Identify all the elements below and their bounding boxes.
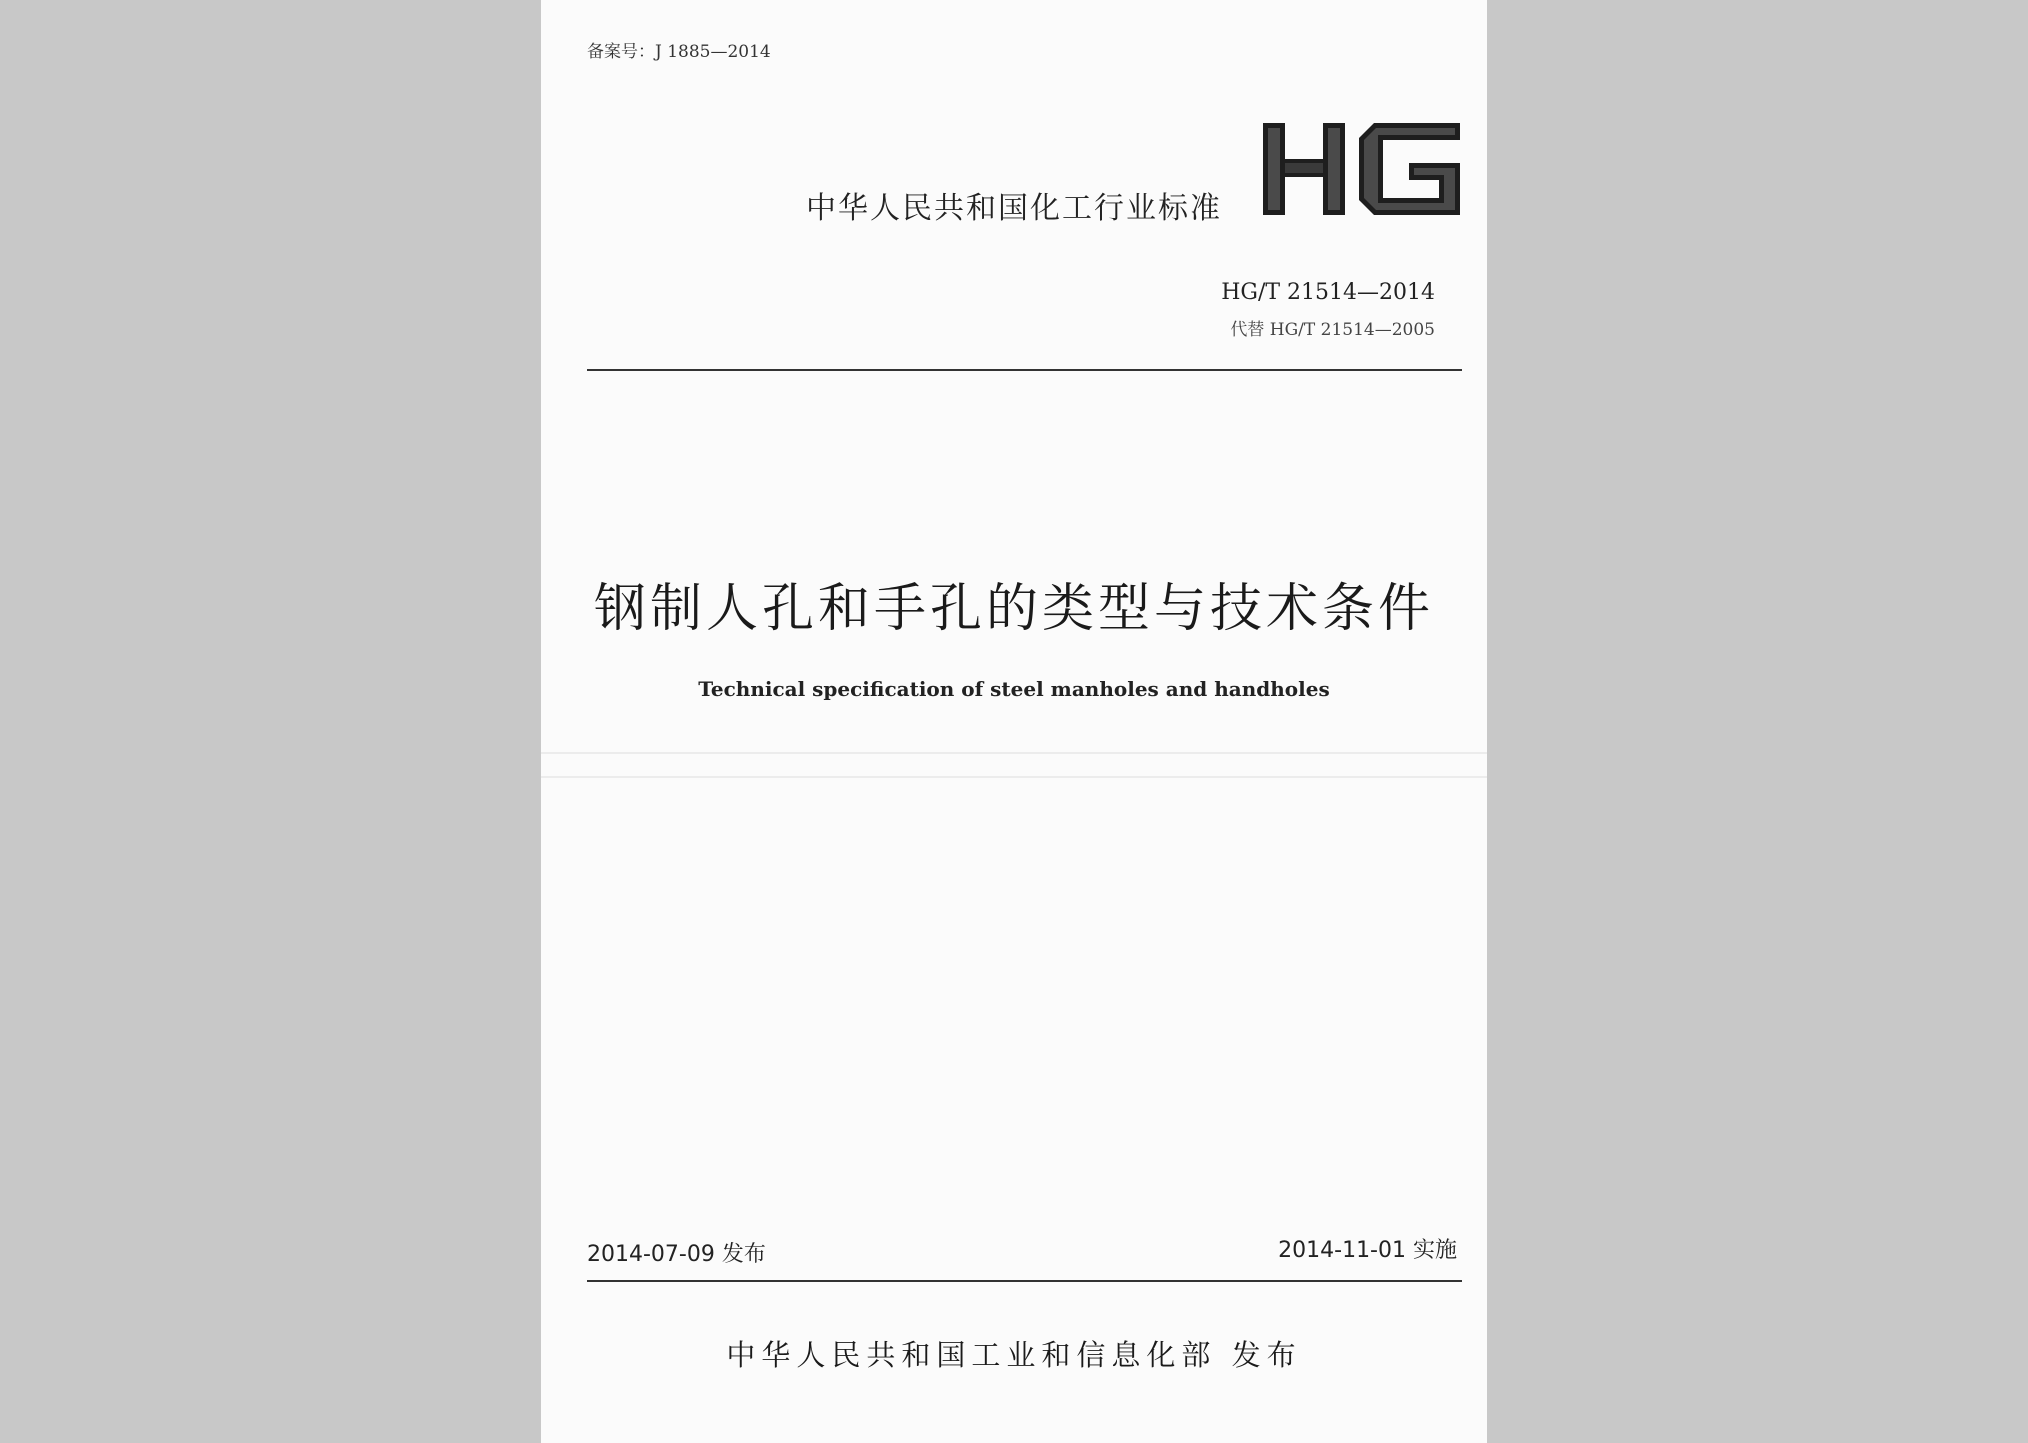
standard-category: 中华人民共和国化工行业标准 xyxy=(806,191,1222,226)
hg-standard-logo-icon xyxy=(1259,119,1464,219)
implementation-date: 2014-11-01 实施 xyxy=(1278,1238,1457,1263)
title-english: Technical specification of steel manholes and handholes xyxy=(698,677,1330,701)
divider xyxy=(587,1280,1462,1282)
record-number: 备案号：J 1885—2014 xyxy=(587,42,771,62)
standard-code: HG/T 21514—2014 xyxy=(1221,280,1435,305)
publisher: 中华人民共和国工业和信息化部 发布 xyxy=(726,1338,1302,1372)
scan-streak xyxy=(541,776,1487,778)
scan-streak xyxy=(541,752,1487,754)
document-page xyxy=(541,0,1487,1443)
divider xyxy=(587,369,1462,371)
title-chinese: 钢制人孔和手孔的类型与技术条件 xyxy=(593,579,1434,639)
replaces-standard: 代替 HG/T 21514—2005 xyxy=(1230,320,1435,340)
issue-date: 2014-07-09 发布 xyxy=(587,1242,766,1267)
